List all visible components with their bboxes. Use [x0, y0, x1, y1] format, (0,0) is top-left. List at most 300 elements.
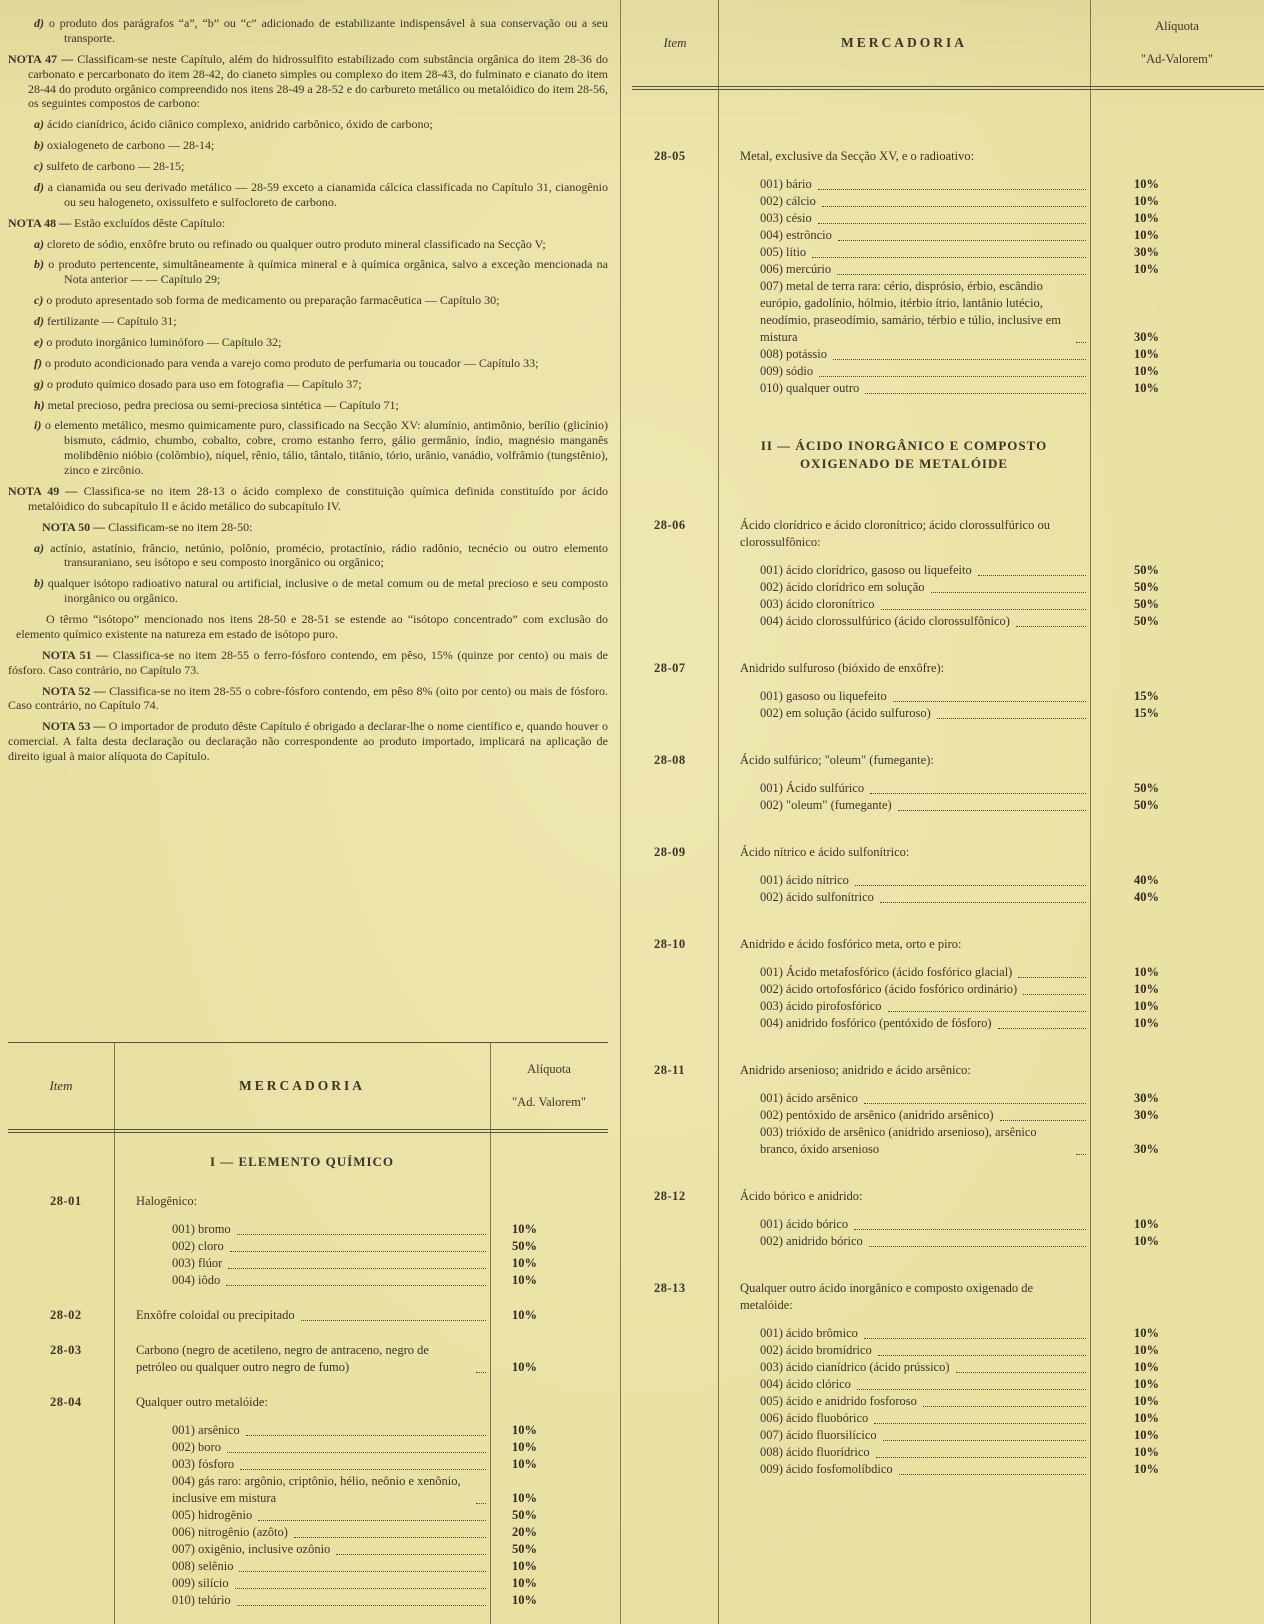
dot-leader [1023, 994, 1086, 995]
item-description: Ácido clorídrico e ácido cloronítrico; ácido clorossulfúrico ou clorossulfônico: [740, 518, 1050, 550]
tariff-entry-28-01 [8, 1193, 608, 1289]
aliquota-value: 50% [1134, 798, 1159, 813]
dot-leader [931, 592, 1086, 593]
sub-item-text: 009) sódio [760, 364, 814, 378]
aliquota-value: 10% [512, 1360, 537, 1375]
dot-leader [1000, 1120, 1086, 1121]
sub-item-text: 003) ácido cloronítrico [760, 597, 875, 612]
aliquota-value: 10% [1134, 999, 1159, 1014]
dot-leader [898, 810, 1086, 811]
dot-leader [476, 1503, 486, 1504]
sub-item-text: 010) telúrio [172, 1593, 231, 1608]
tariff-entry-28-08 [632, 752, 1264, 814]
left-page-column [8, 0, 608, 1624]
aliquota-value: 10% [1134, 1217, 1159, 1232]
sub-item-text: 006) nitrogênio (azôto) [172, 1525, 288, 1540]
dot-leader [301, 1320, 486, 1321]
dot-leader [888, 1011, 1087, 1012]
sub-item [718, 780, 1264, 797]
sub-item-text: 002) ácido ortofosfórico (ácido fosfórico ordinário) [760, 982, 1018, 997]
note-paragraph: h) metal precioso, pedra preciosa ou semi-preciosa sintética — Capítulo 71; [34, 397, 399, 412]
sub-item-text: 005) ácido e anidrido fosforoso [760, 1394, 917, 1409]
aliquota-value: 40% [1134, 890, 1159, 905]
sub-item [718, 1325, 1264, 1342]
sub-item [114, 1272, 608, 1289]
sub-item [718, 705, 1264, 722]
aliquota-value: 30% [1134, 1108, 1159, 1123]
sub-item [718, 998, 1264, 1015]
tariff-entry-28-04 [8, 1394, 608, 1609]
col-header-aliquota [1090, 0, 1264, 86]
dot-leader [893, 701, 1086, 702]
sub-item [718, 688, 1264, 705]
aliquota-value: 10% [1134, 177, 1159, 191]
item-code: 28-05 [654, 149, 686, 163]
note-paragraph: c) sulfeto de carbono — 28-15; [34, 159, 185, 173]
dot-leader [1016, 626, 1086, 627]
aliquota-value: 50% [1134, 580, 1159, 595]
sub-item [718, 278, 1264, 346]
sub-item-text: Enxôfre coloidal ou precipitado [136, 1308, 295, 1323]
note-label: b) [34, 138, 47, 153]
sub-item-text: 003) flúor [172, 1256, 223, 1271]
tariff-entry-28-07 [632, 660, 1264, 722]
aliquota-value: 50% [1134, 614, 1159, 629]
aliquota-value: 10% [512, 1457, 537, 1472]
dot-leader [294, 1537, 486, 1538]
dot-leader [819, 376, 1086, 377]
tariff-entry-28-10 [632, 936, 1264, 1032]
note-paragraph: NOTA 48 — Estão excluídos dêste Capítulo: [8, 215, 226, 230]
dot-leader [881, 609, 1086, 610]
dot-leader [855, 885, 1086, 886]
entry-body [718, 1280, 1264, 1478]
sub-item-text: 003) ácido pirofosfórico [760, 999, 882, 1014]
note-label: NOTA 48 — [8, 215, 75, 230]
left-tariff-table [8, 1042, 608, 1624]
note-paragraph: NOTA 47 — Classificam-se neste Capítulo, além do hidrossulfito estabilizado com substância orgânica do item 28-36 do carbonato e percarbonato do item 28-42, do cianeto simples ou complexo do item 28-43, do fulminato e cianato do item 28-44 do produto orgânico compreendido nos itens 28-49 a 28-52 e do carbureto metálico ou metalóidico do item 28-56, os seguintes compostos de carbono: [8, 51, 608, 111]
ad-valorem-label: "Ad-Valorem" [1141, 52, 1213, 67]
item-code: 28-09 [654, 845, 686, 860]
aliquota-value: 10% [1134, 1016, 1159, 1031]
note-paragraph: O têrmo “isótopo” mencionado nos itens 28-50 e 28-51 se estende ao “isótopo concentrado” com exclusão do elemento químico existente na natureza em estado de isótopo puro. [16, 612, 608, 641]
sub-item [718, 176, 1264, 193]
item-description: Ácido bórico e anidrido: [740, 1189, 863, 1204]
tariff-entry-28-13 [632, 1280, 1264, 1478]
entry-body [114, 1307, 608, 1324]
note-paragraph: c) o produto apresentado sob forma de medicamento ou preparação farmacêutica — Capítulo 30; [34, 293, 500, 308]
sub-item-text: 002) "oleum" (fumegante) [760, 798, 892, 813]
sub-item-text: 001) Ácido metafosfórico (ácido fosfórico glacial) [760, 965, 1013, 980]
note-label: f) [34, 355, 45, 370]
note-label: e) [34, 334, 47, 349]
aliquota-value: 10% [512, 1593, 537, 1608]
sub-item-text: 002) cloro [172, 1239, 224, 1254]
sub-item [718, 193, 1264, 210]
sub-item-text: 009) silício [172, 1576, 229, 1591]
sub-item-text: 004) anidrido fosfórico (pentóxido de fósforo) [760, 1016, 992, 1031]
sub-item [114, 1558, 608, 1575]
aliquota-value: 40% [1134, 873, 1159, 888]
sub-item [718, 1090, 1264, 1107]
sub-item-text: 001) ácido nítrico [760, 873, 849, 888]
section-heading [718, 437, 1090, 473]
sub-item-text: 003) césio [760, 211, 812, 225]
sub-item-text: 006) ácido fluobórico [760, 1411, 869, 1426]
sub-item-text: 008) ácido fluorídrico [760, 1445, 870, 1460]
note-label: d) [34, 314, 47, 328]
note-paragraph: NOTA 53 — O importador de produto dêste Capítulo é obrigado a declarar-lhe o nome científico e, quando houver o comercial. A falta desta declaração ou declaração não correspondente ao produto importado, implicará na aplicação de direito igual à maior alíquota do Capítulo. [8, 719, 608, 763]
note-label: c) [34, 293, 47, 308]
note-label: a) [34, 540, 51, 555]
note-paragraph: a) cloreto de sódio, enxôfre bruto ou refinado ou qualquer outro produto mineral classificado na Secção V; [34, 236, 546, 251]
dot-leader [899, 1474, 1086, 1475]
tariff-entry-28-06 [632, 517, 1264, 630]
table-body [632, 90, 1264, 1478]
sub-item-text: 003) trióxido de arsênico (anidrido arsenioso), arsênico branco, óxido arsenioso [760, 1125, 1037, 1157]
dot-leader [228, 1268, 486, 1269]
dot-leader [854, 1229, 1086, 1230]
sub-item [718, 1015, 1264, 1032]
dot-leader [227, 1452, 486, 1453]
sub-item-text: 002) pentóxido de arsênico (anidrido arsênico) [760, 1108, 994, 1123]
col-header-aliquota [490, 1043, 608, 1129]
sub-item-text: 005) hidrogênio [172, 1508, 253, 1523]
sub-item [114, 1439, 608, 1456]
aliquota-value: 10% [1134, 1394, 1159, 1409]
sub-item-text: 002) cálcio [760, 194, 816, 208]
sub-item-text: 004) ácido clorossulfúrico (ácido clorossulfônico) [760, 614, 1010, 629]
table-column-rule [114, 1043, 115, 1624]
sub-item [718, 562, 1264, 579]
sub-item-text: 007) oxigênio, inclusive ozônio [172, 1542, 331, 1557]
sub-item-text: 008) potássio [760, 347, 828, 361]
note-label: g) [34, 376, 47, 391]
note-paragraph: d) fertilizante — Capítulo 31; [34, 314, 177, 328]
sub-item-text: 002) ácido sulfonítrico [760, 890, 874, 905]
sub-item [114, 1456, 608, 1473]
sub-item [718, 797, 1264, 814]
sub-item [114, 1524, 608, 1541]
entry-body [114, 1342, 608, 1376]
dot-leader [818, 189, 1086, 190]
sub-item-text: 001) Ácido sulfúrico [760, 781, 865, 796]
col-header-item: Item [663, 35, 687, 50]
aliquota-value: 30% [1134, 330, 1159, 344]
aliquota-value: 50% [512, 1508, 537, 1523]
aliquota-value: 10% [1134, 381, 1159, 395]
dot-leader [226, 1285, 486, 1286]
aliquota-value: 50% [1134, 563, 1159, 578]
note-paragraph: b) qualquer isótopo radioativo natural ou artificial, inclusive o de metal comum ou de metal precioso e seu composto inorgânico ou orgânico. [34, 576, 608, 606]
sub-item-text: 002) boro [172, 1440, 221, 1455]
sub-item [718, 613, 1264, 630]
aliquota-value: 10% [512, 1559, 537, 1574]
sub-item-text: 007) ácido fluorsilícico [760, 1428, 877, 1443]
dot-leader [822, 206, 1086, 207]
ad-valorem-label: "Ad. Valorem" [512, 1095, 586, 1110]
entry-body [114, 1193, 608, 1289]
dot-leader [937, 718, 1086, 719]
note-paragraph: e) o produto inorgânico luminóforo — Capítulo 32; [34, 334, 282, 349]
dot-leader [235, 1588, 486, 1589]
sub-item-text: 001) ácido brômico [760, 1326, 858, 1341]
note-label: NOTA 47 — [8, 51, 78, 66]
sub-item-text: 001) ácido bórico [760, 1217, 849, 1232]
sub-item-text: 001) arsênico [172, 1423, 240, 1438]
note-label: i) [34, 418, 45, 433]
aliquota-value: 10% [1134, 194, 1159, 208]
sub-item-text: 004) gás raro: argônio, criptônio, hélio, neônio e xenônio, inclusive em mistura [172, 1474, 461, 1506]
sub-item [718, 579, 1264, 596]
sub-item [718, 964, 1264, 981]
sub-item [114, 1575, 608, 1592]
sub-item [718, 889, 1264, 906]
tariff-entry-28-02 [8, 1307, 608, 1324]
sub-item [718, 1376, 1264, 1393]
note-paragraph: NOTA 51 — Classifica-se no item 28-55 o ferro-fósforo contendo, em pêso, 15% (quinze por cento) ou mais de fósforo. Caso contrário, no Capítulo 73. [8, 647, 608, 677]
item-description: Metal, exclusive da Secção XV, e o radioativo: [740, 149, 975, 163]
sub-item-text: 008) selênio [172, 1559, 234, 1574]
sub-item-text: 004) ácido clórico [760, 1377, 851, 1392]
sub-item-text: 004) iôdo [172, 1273, 221, 1288]
sub-item [718, 1461, 1264, 1478]
sub-item-text: 006) mercúrio [760, 262, 832, 276]
dot-leader [838, 240, 1086, 241]
note-label: NOTA 52 — [42, 683, 110, 698]
sub-item-text: 003) ácido cianídrico (ácido prússico) [760, 1360, 950, 1375]
aliquota-value: 10% [512, 1576, 537, 1591]
note-label: NOTA 53 — [42, 719, 109, 734]
sub-item [718, 346, 1264, 363]
aliquota-value: 10% [512, 1440, 537, 1455]
note-label: d) [34, 16, 49, 30]
entry-body [718, 660, 1264, 722]
right-tariff-table [632, 0, 1264, 1624]
tariff-entry-28-11 [632, 1062, 1264, 1158]
dot-leader [870, 793, 1086, 794]
aliquota-value: 10% [1134, 228, 1159, 242]
sub-item [718, 1359, 1264, 1376]
sub-item-text: 010) qualquer outro [760, 381, 860, 395]
dot-leader [818, 223, 1086, 224]
dot-leader [812, 257, 1086, 258]
sub-item-text: 002) anidrido bórico [760, 1234, 863, 1249]
sub-item [718, 1216, 1264, 1233]
sub-item [718, 1393, 1264, 1410]
sub-item [718, 227, 1264, 244]
note-label: NOTA 51 — [42, 647, 113, 662]
aliquota-value: 10% [512, 1491, 537, 1506]
dot-leader [240, 1469, 486, 1470]
aliquota-value: 50% [512, 1542, 537, 1557]
item-code: 28-11 [654, 1063, 685, 1078]
note-label: b) [34, 576, 48, 591]
table-body [8, 1133, 608, 1609]
dot-leader [476, 1372, 486, 1373]
sub-item [114, 1473, 608, 1507]
note-paragraph: NOTA 50 — Classificam-se no item 28-50: [42, 519, 253, 534]
section-heading-text: I — ELEMENTO QUÍMICO [209, 1154, 395, 1169]
sub-item-text: 001) gasoso ou liquefeito [760, 689, 887, 704]
aliquota-value: 20% [512, 1525, 537, 1540]
sub-item [114, 1422, 608, 1439]
item-description: Ácido nítrico e ácido sulfonítrico: [740, 845, 910, 860]
note-label: c) [34, 159, 47, 173]
sub-item-text: 002) em solução (ácido sulfuroso) [760, 706, 931, 721]
sub-item-text: 004) estrôncio [760, 228, 832, 242]
note-paragraph: i) o elemento metálico, mesmo quimicamente puro, classificado na Secção XV: alumínio, antimônio, berílio (glicínio) bismuto, cádmio, chumbo, cobalto, cobre, cromo estanho ferro, gálio germânio, índio, magnésio manganês molibdênio nióbio (colômbio), níquel, rênio, tálio, tântalo, titânio, tório, urânio, vanádio, volfrâmio (tungstênio), zinco e zircônio. [34, 418, 608, 477]
item-description: Anidrido e ácido fosfórico meta, orto e piro: [740, 937, 962, 952]
sub-item [718, 872, 1264, 889]
aliquota-value: 10% [1134, 965, 1159, 980]
aliquota-value: 10% [1134, 347, 1159, 361]
aliquota-value: 10% [1134, 1343, 1159, 1358]
table-header [632, 0, 1264, 90]
item-code: 28-03 [50, 1343, 82, 1358]
sub-item [718, 1427, 1264, 1444]
section-heading-text: II — ÁCIDO INORGÂNICO E COMPOSTO OXIGENADO DE METALÓIDE [760, 438, 1048, 472]
dot-leader [237, 1234, 486, 1235]
sub-item [718, 1410, 1264, 1427]
aliquota-value: 10% [1134, 1360, 1159, 1375]
tariff-entry-28-03 [8, 1342, 608, 1376]
item-description: Anidrido sulfuroso (bióxido de enxôfre): [740, 661, 945, 676]
dot-leader [837, 274, 1086, 275]
entry-body [718, 1188, 1264, 1250]
dot-leader [923, 1406, 1086, 1407]
entry-body [718, 148, 1264, 397]
sub-item [114, 1592, 608, 1609]
tariff-entry-28-09 [632, 844, 1264, 906]
table-column-rule [1090, 0, 1091, 1624]
dot-leader [876, 1457, 1086, 1458]
dot-leader [878, 1355, 1086, 1356]
note-paragraph: f) o produto acondicionado para venda a varejo como produto de perfumaria ou toucador — Capítulo 33; [34, 355, 539, 370]
aliquota-value: 10% [512, 1273, 537, 1288]
sub-item [114, 1255, 608, 1272]
item-code: 28-08 [654, 753, 686, 768]
aliquota-label: Alíquota [1155, 18, 1199, 33]
right-page-column [632, 0, 1264, 1624]
item-code: 28-13 [654, 1281, 686, 1296]
aliquota-value: 10% [512, 1256, 537, 1271]
sub-item [114, 1541, 608, 1558]
col-header-item: Item [49, 1078, 73, 1093]
dot-leader [1076, 342, 1086, 343]
sub-item-text: 001) bário [760, 177, 812, 191]
aliquota-value: 50% [512, 1239, 537, 1254]
aliquota-value: 10% [512, 1308, 537, 1323]
page-column-divider [620, 0, 621, 1624]
aliquota-value: 10% [1134, 262, 1159, 276]
aliquota-value: 30% [1134, 245, 1159, 259]
dot-leader [239, 1571, 486, 1572]
dot-leader [864, 1103, 1086, 1104]
aliquota-value: 10% [1134, 1462, 1159, 1477]
item-code: 28-04 [50, 1395, 82, 1410]
aliquota-value: 10% [1134, 1411, 1159, 1426]
table-column-rule [718, 0, 719, 1624]
item-description: Halogênico: [136, 1194, 198, 1209]
aliquota-value: 10% [1134, 1377, 1159, 1392]
note-paragraph: b) o produto pertencente, simultâneamente à química mineral e à química orgânica, salvo a exceção mencionada na Nota anterior — — Capítulo 29; [34, 257, 608, 287]
aliquota-value: 10% [1134, 364, 1159, 378]
note-label: NOTA 50 — [42, 519, 109, 534]
dot-leader [1018, 977, 1086, 978]
dot-leader [865, 393, 1086, 394]
item-code: 28-10 [654, 937, 686, 952]
item-code: 28-07 [654, 661, 686, 676]
sub-item-text: 002) ácido bromídrico [760, 1343, 872, 1358]
sub-item [718, 1124, 1264, 1158]
aliquota-value: 15% [1134, 706, 1159, 721]
dot-leader [978, 575, 1086, 576]
aliquota-label: Alíquota [527, 1061, 571, 1076]
item-description: Qualquer outro ácido inorgânico e composto oxigenado de metalóide: [740, 1281, 1034, 1313]
sub-item [718, 596, 1264, 613]
item-description: Anidrido arsenioso; anidrido e ácido arsênico: [740, 1063, 971, 1078]
note-label: NOTA 49 — [8, 483, 84, 498]
sub-item [718, 1444, 1264, 1461]
sub-item-text: 007) metal de terra rara: cério, disprósio, érbio, escândio európio, gadolínio, hólmio, itérbio ítrio, lantânio lutécio, neodímio, praseodímio, samário, térbio e túlio, inclusive em mistura [760, 279, 1061, 344]
sub-item-text: Carbono (negro de acetileno, negro de antraceno, negro de petróleo ou qualquer outro negro de fumo) [136, 1343, 429, 1375]
note-paragraph: d) a cianamida ou seu derivado metálico — 28-59 exceto a cianamida cálcica classificada no Capítulo 31, cianogênio ou seu halogeneto, oxissulfeto e sulfocloreto de carbono. [34, 179, 608, 209]
dot-leader [833, 359, 1086, 360]
dot-leader [857, 1389, 1086, 1390]
note-label: b) [34, 257, 49, 272]
col-header-mercadoria: MERCADORIA [239, 1078, 365, 1093]
entry-body [114, 1394, 608, 1609]
tariff-entry-28-05 [632, 148, 1264, 397]
sub-item [114, 1307, 608, 1324]
aliquota-value: 50% [1134, 781, 1159, 796]
sub-item [114, 1342, 608, 1376]
dot-leader [230, 1251, 486, 1252]
sub-item-text: 009) ácido fosfomolíbdico [760, 1462, 893, 1477]
dot-leader [1076, 1154, 1086, 1155]
item-code: 28-01 [50, 1194, 82, 1209]
note-label: d) [34, 179, 48, 194]
table-header [8, 1043, 608, 1133]
sub-item [718, 261, 1264, 278]
aliquota-value: 30% [1134, 1142, 1159, 1157]
item-description: Qualquer outro metalóide: [136, 1395, 268, 1410]
sub-item [114, 1507, 608, 1524]
aliquota-value: 10% [512, 1222, 537, 1237]
note-label: a) [34, 236, 47, 251]
note-label: a) [34, 117, 47, 132]
aliquota-value: 10% [512, 1423, 537, 1438]
dot-leader [883, 1440, 1086, 1441]
dot-leader [237, 1605, 486, 1606]
entry-body [718, 936, 1264, 1032]
dot-leader [246, 1435, 486, 1436]
sub-item [718, 363, 1264, 380]
entry-body [718, 517, 1264, 630]
col-header-mercadoria: MERCADORIA [841, 35, 967, 50]
dot-leader [258, 1520, 486, 1521]
sub-item-text: 001) ácido clorídrico, gasoso ou liquefeito [760, 563, 972, 578]
note-paragraph: a) ácido cianídrico, ácido ciânico complexo, anidrido carbônico, óxido de carbono; [34, 117, 433, 132]
entry-body [718, 1062, 1264, 1158]
aliquota-value: 10% [1134, 1326, 1159, 1341]
sub-item-text: 003) fósforo [172, 1457, 235, 1472]
section-heading [114, 1153, 490, 1171]
aliquota-value: 30% [1134, 1091, 1159, 1106]
sub-item [718, 1342, 1264, 1359]
sub-item [114, 1221, 608, 1238]
